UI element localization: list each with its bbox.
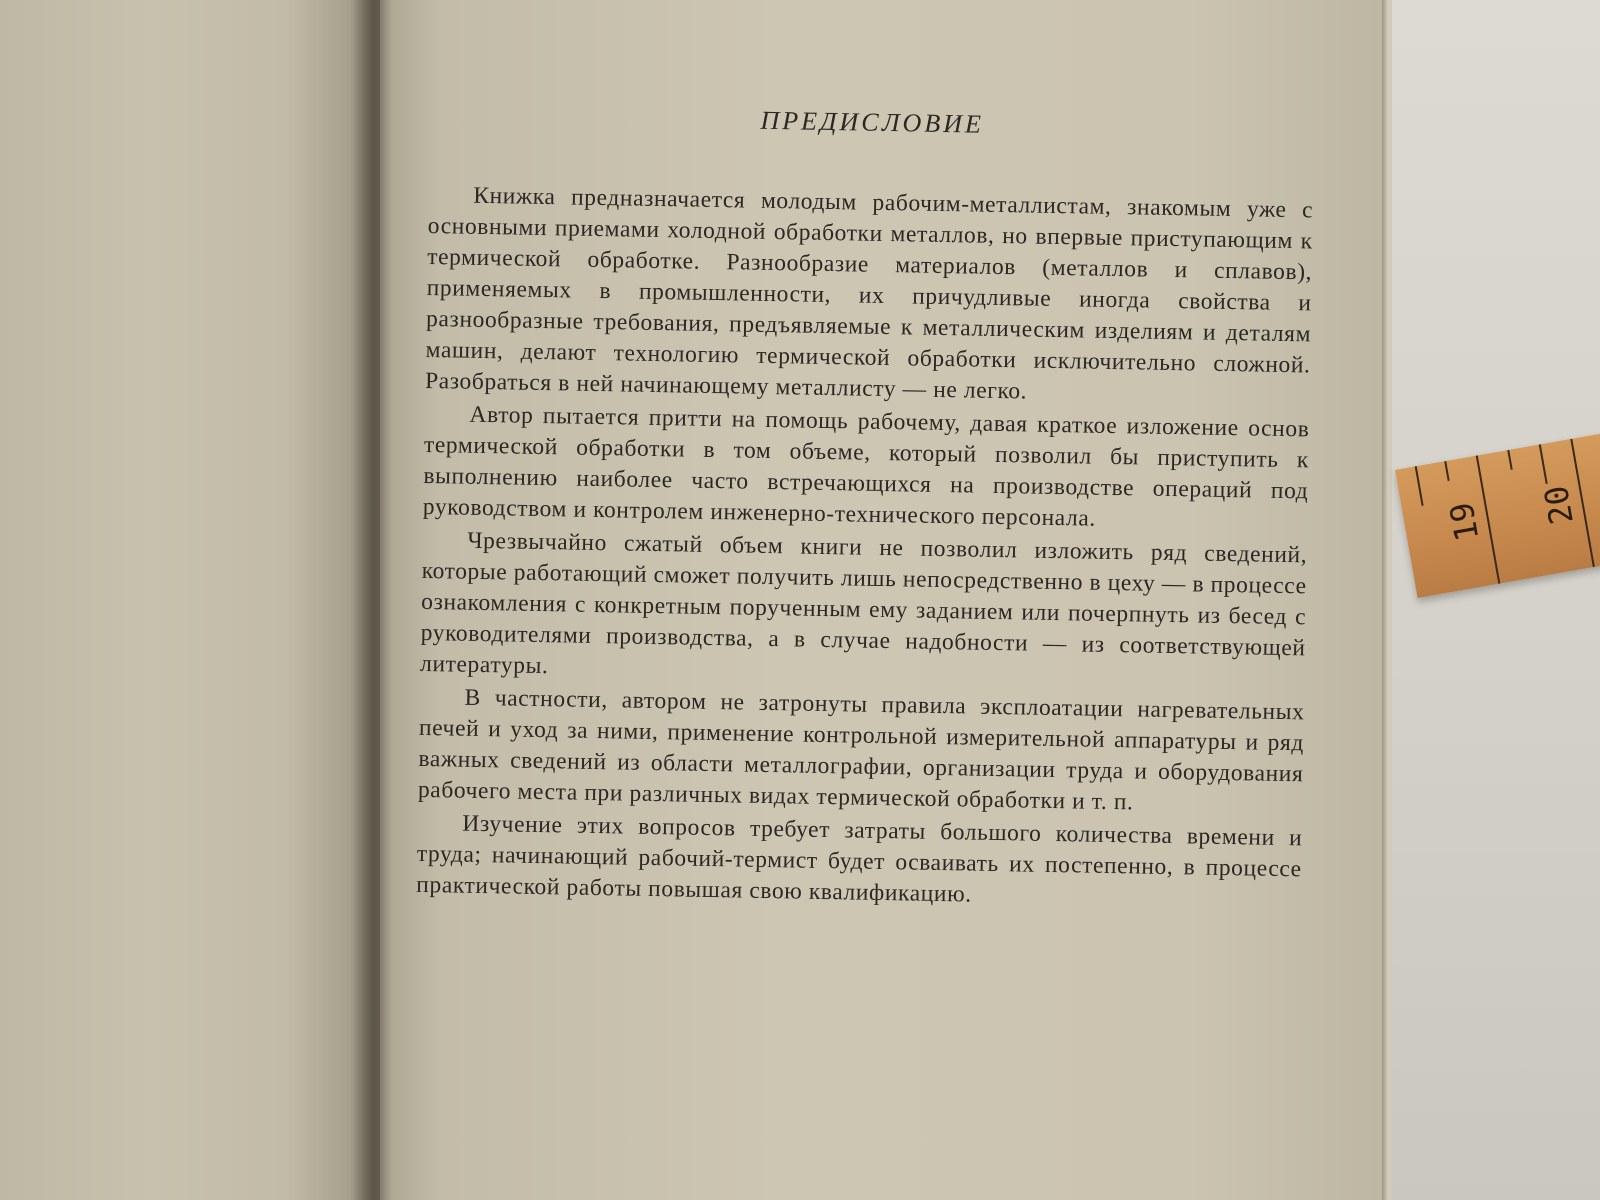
left-page xyxy=(0,0,380,1200)
backdrop xyxy=(1390,0,1600,1200)
tape-tick xyxy=(1507,450,1512,470)
paragraph: В частности, автором не затронуты правила эксплоатации нагревательных печей и уход за ними, применение контрольной измерительной аппаратуры и ряд важных сведений из области металлографии, организации труда и оборудования рабочего места при различных видах термической обработки и т. п. xyxy=(417,684,1305,816)
tape-tick xyxy=(1415,466,1424,506)
paragraph: Изучение этих вопросов требует затраты большого количества времени и труда; начинающий рабочий-термист будет осваивать их постепенно, в процессе практической работы повышая свою квалификацию. xyxy=(416,810,1303,908)
tape-number-20: 20 xyxy=(1536,482,1581,528)
paragraph: Чрезвычайно сжатый объем книги не позволил изложить ряд сведений, которые работающий сможет получить лишь непосредственно в цеху — в процессе ознакомления с конкретным порученным ему заданием или почерпнуть из бесед с руководителями производства, а в случае надобности — из соответствующей литературы. xyxy=(419,527,1308,680)
page-heading: ПРЕДИСЛОВИЕ xyxy=(760,105,985,139)
book-gutter xyxy=(350,0,392,1200)
paragraph: Автор пытается притти на помощь рабочему, давая краткое изложение основ термической обработки в том объеме, который позволил бы приступить к выполнению наиболее часто встречающихся на производстве операций под руководством и контролем инженерно-технического персонала. xyxy=(422,401,1310,532)
tape-tick xyxy=(1539,444,1548,484)
page-text xyxy=(416,100,1315,918)
paragraph: Книжка предназначается молодым рабочим-металлистам, знакомым уже с основными приемами холодной обработки металлов, но впервые приступающим к термической обработке. Разнообразие материалов (металлов и сплавов), применяемых в промышленности, их причудливые иногда свойства и разнообразные требования, предъявляемые к металлическим изделиям и деталям машин, делают технологию термической обработки исключительно сложной. Разобраться в ней начинающему металлисту — не легко. xyxy=(424,182,1314,405)
tape-tick xyxy=(1444,461,1449,481)
tape-number-19: 19 xyxy=(1442,499,1487,545)
page-edge xyxy=(1382,0,1392,1200)
